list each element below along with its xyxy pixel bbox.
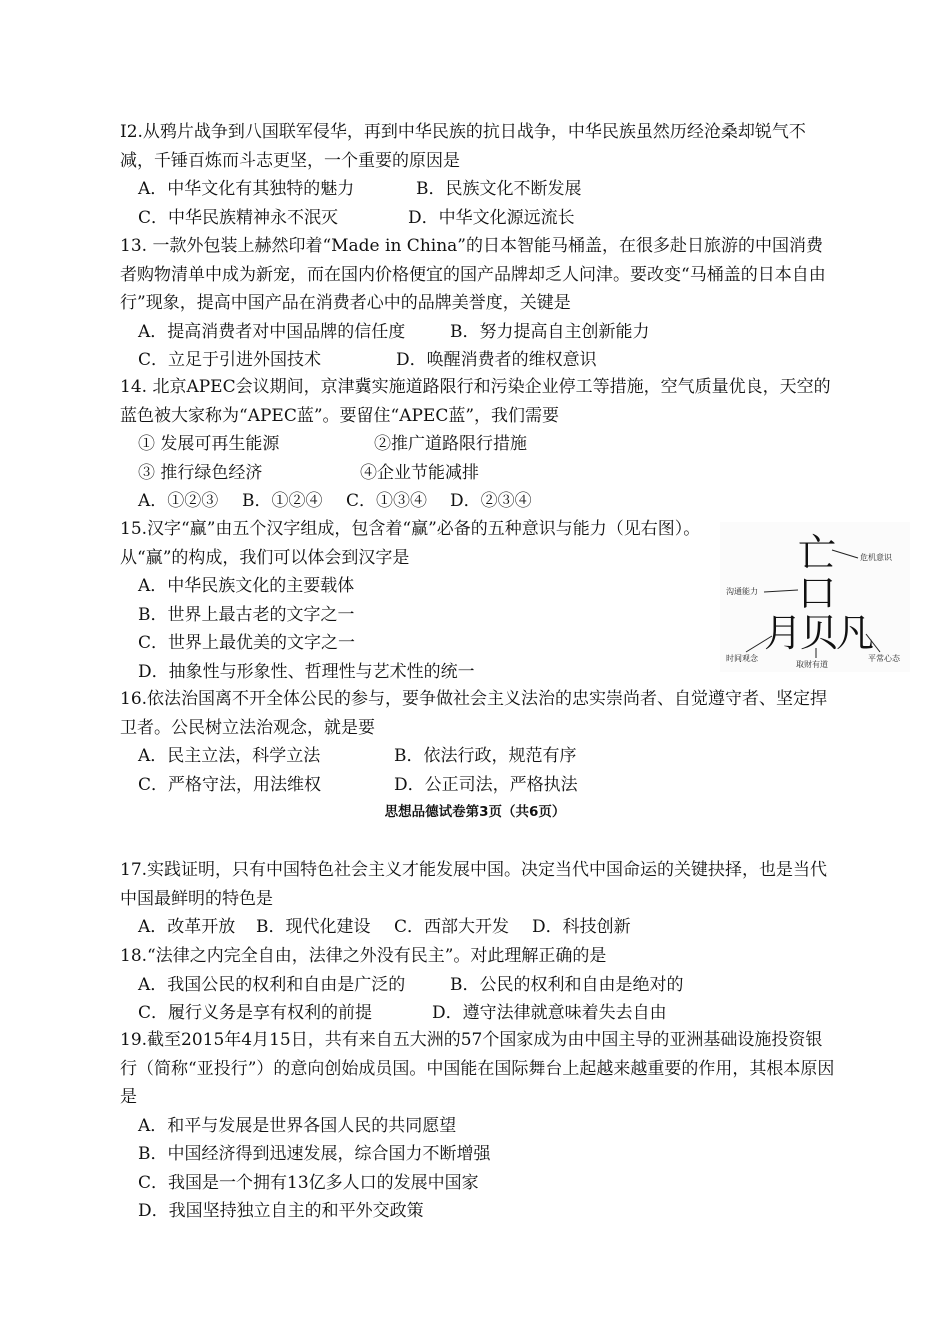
label-communication: 沟通能力 (726, 587, 758, 596)
option-b: B．现代化建设 (256, 917, 371, 937)
question-16-options-row1 (138, 742, 835, 771)
option-c: C．我国是一个拥有13亿多人口的发展中国家 (138, 1172, 479, 1193)
question-14-statements-row1 (138, 430, 835, 459)
option-d: D．公正司法，严格执法 (394, 774, 578, 795)
option-c: C．立足于引进外国技术 (138, 350, 322, 370)
question-14 (120, 373, 835, 516)
statement-3: ③ 推行绿色经济 (138, 462, 263, 483)
label-crisis: 危机意识 (860, 553, 892, 562)
option-d: D．中华文化源远流长 (408, 207, 575, 228)
option-b: B．中国经济得到迅速发展，综合国力不断增强 (138, 1144, 491, 1164)
question-18-options-row1 (138, 971, 835, 1000)
option-d: D．唤醒消费者的维权意识 (396, 350, 597, 370)
question-12-options-row1 (138, 175, 835, 204)
question-18-options-row2 (138, 999, 835, 1028)
figure-char-fan: 凡 (836, 611, 875, 655)
option-a: A．改革开放 (138, 917, 236, 937)
option-b: B．民族文化不断发展 (416, 179, 582, 199)
statement-1: ① 发展可再生能源 (138, 434, 280, 454)
option-c: C．中华民族精神永不泯灭 (138, 207, 339, 228)
option-a: A．提高消费者对中国品牌的信任度 (138, 321, 406, 342)
page-footer: 思想品德试卷第3页（共6页） (384, 804, 566, 820)
ying-character-figure (720, 522, 910, 672)
question-15 (120, 515, 720, 686)
option-b: B．世界上最古老的文字之一 (138, 604, 355, 625)
option-d: D．抽象性与形象性、哲理性与艺术性的统一 (138, 661, 475, 682)
question-12 (120, 118, 835, 232)
question-12-stem: I2.从鸦片战争到八国联军侵华，再到中华民族的抗日战争，中华民族虽然历经沧桑却锐气不减，千锤百炼而斗志更坚，一个重要的原因是 (120, 122, 806, 171)
option-d: D．科技创新 (532, 917, 631, 937)
question-18-stem: 18.“法律之内完全自由，法律之外没有民主”。对此理解正确的是 (120, 946, 607, 966)
question-16-options-row2 (138, 771, 835, 800)
label-calm: 平常心态 (868, 654, 900, 663)
question-14-statements-row2 (138, 459, 835, 488)
option-c: C．履行义务是享有权利的前提 (138, 1003, 373, 1023)
question-18 (120, 942, 835, 1028)
option-b: B．公民的权利和自由是绝对的 (450, 974, 684, 995)
option-c: C．世界上最优美的文字之一 (138, 633, 356, 653)
option-b: B．依法行政，规范有序 (394, 746, 577, 766)
option-d: D．②③④ (450, 491, 532, 511)
option-b: B．努力提高自主创新能力 (450, 321, 650, 342)
option-d: D．遵守法律就意味着失去自由 (432, 1003, 667, 1023)
question-17-options (138, 913, 835, 942)
question-13-options-row2 (138, 346, 835, 375)
option-c: C．西部大开发 (394, 917, 510, 937)
option-a: A．我国公民的权利和自由是广泛的 (138, 974, 406, 995)
statement-4: ④企业节能减排 (360, 462, 479, 483)
option-a: A．中华文化有其独特的魅力 (138, 179, 355, 199)
question-13-stem: 13. 一款外包装上赫然印着“Made in China”的日本智能马桶盖，在很多赴日旅游的中国消费者购物清单中成为新宠，而在国内价格便宜的国产品牌却乏人问津。要改变“马桶盖的日本自由行”现象，提高中国产品在消费者心中的品牌美誉度，关键是 (120, 236, 826, 313)
option-a: A．民主立法，科学立法 (138, 746, 321, 766)
figure-char-wang: 亡 (798, 531, 837, 575)
question-12-options-row2 (138, 204, 835, 233)
option-c: C．①③④ (346, 491, 428, 511)
question-16 (120, 685, 835, 799)
question-19 (120, 1026, 835, 1226)
figure-char-kou: 口 (798, 571, 837, 615)
option-a: A．中华民族文化的主要载体 (138, 576, 355, 596)
figure-char-bei: 贝 (800, 611, 839, 655)
option-a: A．和平与发展是世界各国人民的共同愿望 (138, 1115, 457, 1136)
question-17-stem: 17.实践证明，只有中国特色社会主义才能发展中国。决定当代中国命运的关键抉择，也是当代中国最鲜明的特色是 (120, 860, 828, 909)
question-16-stem: 16.依法治国离不开全体公民的参与，要争做社会主义法治的忠实崇尚者、自觉遵守者、坚定捍卫者。公民树立法治观念，就是要 (120, 689, 828, 738)
option-d: D．我国坚持独立自主的和平外交政策 (138, 1201, 424, 1221)
label-money: 取财有道 (796, 660, 828, 669)
statement-2: ②推广道路限行措施 (374, 434, 527, 454)
question-14-options (138, 487, 835, 516)
figure-char-yue: 月 (764, 611, 803, 655)
question-15-stem: 15.汉字“赢”由五个汉字组成，包含着“赢”必备的五种意识与能力（见右图）。从“赢”的构成，我们可以体会到汉字是 (120, 519, 701, 568)
option-a: A．①②③ (138, 491, 219, 511)
option-b: B．①②④ (242, 491, 323, 511)
question-13 (120, 232, 835, 375)
question-19-stem: 19.截至2015年4月15日，共有来自五大洲的57个国家成为由中国主导的亚洲基础设施投资银行（简称“亚投行”）的意向创始成员国。中国能在国际舞台上起越来越重要的作用，其根本原因是 (120, 1030, 835, 1107)
option-c: C．严格守法，用法维权 (138, 774, 322, 795)
question-13-options-row1 (138, 318, 835, 347)
question-14-stem: 14. 北京APEC会议期间，京津冀实施道路限行和污染企业停工等措施，空气质量优良，天空的蓝色被大家称为“APEC蓝”。要留住“APEC蓝”，我们需要 (120, 377, 831, 426)
question-17 (120, 856, 835, 942)
label-time: 时间观念 (726, 654, 758, 663)
